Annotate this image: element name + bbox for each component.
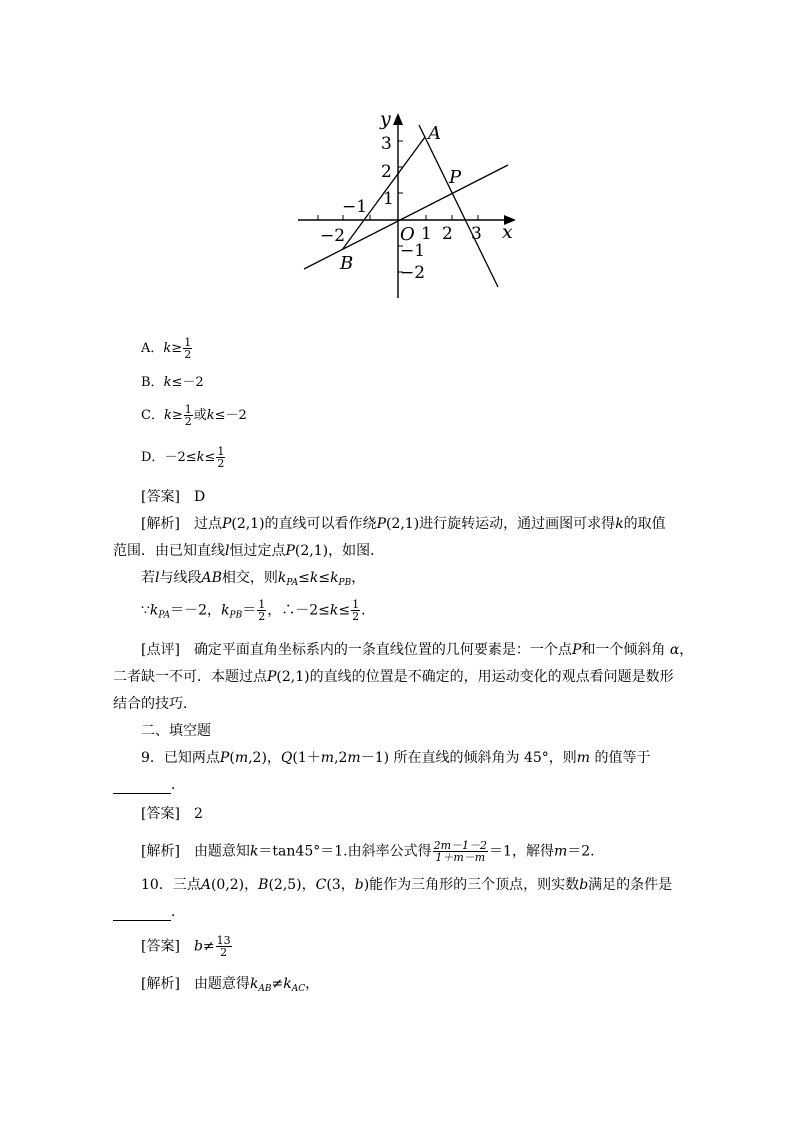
x-tick-minus2: −2 [320,226,346,246]
option-b: B．k≤－2 [141,375,204,390]
point-b-label: B [340,253,354,274]
option-d: D．－2≤k≤ $\frac{1}{2}$ [141,445,225,470]
x-tick-2: 2 [442,224,453,244]
q9-answer: [答案] 2 [141,806,203,822]
q10-blank-line: ． [113,903,693,921]
q8-analysis-line2: 范围．由已知直线l恒过定点P(2,1)，如图． [113,543,385,559]
origin-label: O [400,224,415,245]
line-PA-extended [419,125,498,287]
option-a: A．k≥ $\frac{1}{2}$ [141,336,192,361]
q8-comment-line1: [点评] 确定平面直角坐标系内的一条直线位置的几何要素是：一个点P和一个倾斜角 α， [141,642,694,658]
q9-blank-line: ． [113,776,693,794]
y-axis-arrow [393,113,403,125]
x-tick-3: 3 [471,224,482,244]
option-c: C．k≥ $\frac{1}{2}$ 或k≤－2 [141,403,247,428]
q8-comment-line2: 二者缺一不可．本题过点P(2,1)的直线的位置是不确定的，用运动变化的观点看问题是数形 [113,669,674,685]
section-title: 二、填空题 [141,723,211,739]
x-tick-minus1: −1 [342,197,368,217]
y-tick-3: 3 [381,134,392,154]
q9-answer-blank [113,779,171,794]
y-tick-1: 1 [383,189,394,209]
q8-analysis-line1: [解析] 过点P(2,1)的直线可以看作绕P(2,1)进行旋转运动，通过画图可求得k的取值 [141,516,666,532]
q10-analysis: [解析] 由题意得$k_{AB}\ne k_{AC}$， [141,976,320,994]
y-tick-2: 2 [381,162,392,182]
axis-x-label: x [502,221,513,243]
q10-answer: [答案] b≠ $\frac{13}{2}$ [141,934,231,959]
y-tick-minus1: −1 [400,241,426,261]
q10-answer-blank [113,906,171,921]
point-a-label: A [428,123,441,144]
q9-analysis: [解析] 由题意知k＝tan45°＝1.由斜率公式得 $\frac{2m-1-2}{1+m-m}$ ＝1，解得m＝2. [141,839,595,864]
y-tick-minus2: −2 [400,263,426,283]
q9-stem-line1: 9．已知两点P(m,2)，Q(1＋m,2m－1) 所在直线的倾斜角为 45°，则m 的值等于 [141,750,651,766]
q10-stem-line1: 10．三点A(0,2)，B(2,5)，C(3，b)能作为三角形的三个顶点，则实数b满足的条件是 [141,877,673,893]
q8-analysis-line3: 若l与线段AB相交，则$k_{PA}\le k\le k_{PB}$， [141,570,366,588]
axis-y-label: y [380,108,391,130]
q8-analysis-line4: $\because k_{PA}=-2$，$k_{PB}=$ $\frac{1}{2}$ ，∴－2≤k≤ $\frac{1}{2}$ . [141,598,366,623]
q8-answer: [答案] D [141,489,206,505]
point-p-label: P [449,167,462,188]
coordinate-figure [290,105,530,305]
q8-comment-line3: 结合的技巧． [113,696,197,712]
x-tick-1: 1 [421,224,432,244]
